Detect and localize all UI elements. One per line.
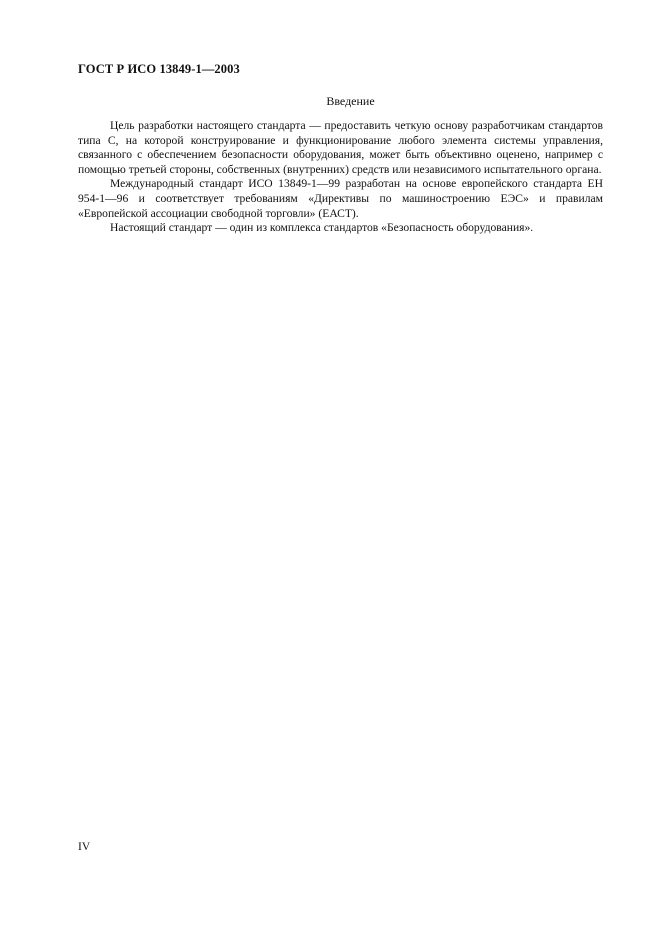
paragraph-series: Настоящий стандарт — один из комплекса стандартов «Безопасность оборудования». <box>110 221 534 235</box>
section-title: Введение <box>326 94 375 108</box>
document-header: ГОСТ Р ИСО 13849-1—2003 <box>78 62 240 76</box>
document-body <box>78 119 603 236</box>
paragraph-purpose: Цель разработки настоящего стандарта — предоставить четкую основу разработчикам стандартов типа С, на которой конструирование и функционирование любого элемента системы управления, связанного с обеспечением безопасности оборудования, может быть объективно оценено, например с помощью третьей стороны, собственных (внутренних) средств или независимого испытательного органа. <box>78 119 603 176</box>
page-number: IV <box>78 841 91 853</box>
paragraph-origin: Международный стандарт ИСО 13849-1—99 разработан на основе европейского стандарта ЕН 954-1—96 и соответствует требованиям «Директивы по машиностроению ЕЭС» и правилам «Европейской ассоциации свободной торговли» (ЕАСТ). <box>78 177 603 220</box>
